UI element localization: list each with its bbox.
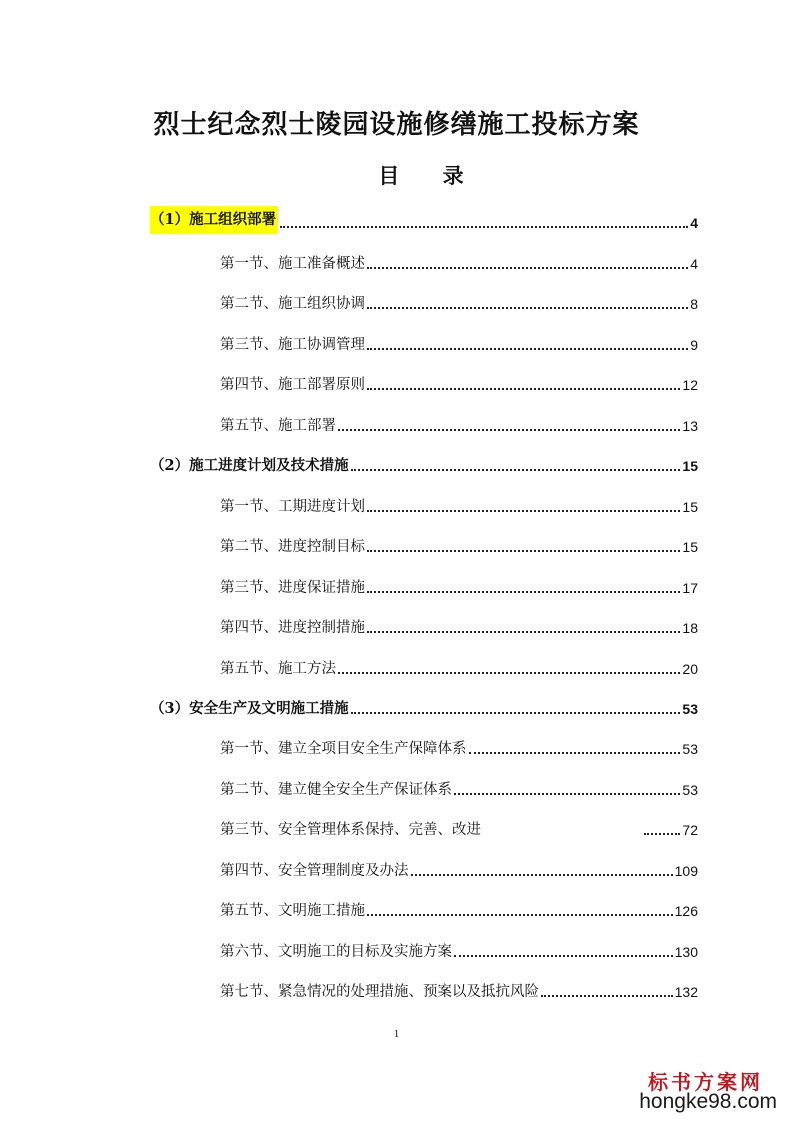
- toc-entry-page: 8: [690, 296, 698, 312]
- toc-entry-text: 第四节、施工部署原则: [220, 377, 365, 393]
- toc-entry-page: 4: [690, 215, 698, 231]
- toc-entry[interactable]: [220, 779, 698, 801]
- toc-entry-text: 第三节、进度保证措施: [220, 580, 365, 596]
- toc-entry-text: （2）施工进度计划及技术措施: [150, 457, 349, 474]
- toc-entry[interactable]: [220, 293, 698, 315]
- toc-entry-page: 53: [682, 782, 698, 798]
- leader-dots: [367, 307, 688, 309]
- toc-entry-text: 第一节、工期进度计划: [220, 499, 365, 515]
- toc-entry[interactable]: [220, 496, 698, 518]
- toc-entry-page: 53: [682, 741, 698, 757]
- toc-entry-text: 第五节、施工部署: [220, 418, 336, 434]
- document-title: 烈士纪念烈士陵园设施修缮施工投标方案: [153, 110, 640, 140]
- toc-entry-page: 126: [674, 903, 698, 919]
- toc-entry-text: 第一节、施工准备概述: [220, 256, 365, 272]
- toc-entry[interactable]: [220, 577, 698, 599]
- toc-entry[interactable]: [220, 738, 698, 760]
- toc-entry-text: 第三节、施工协调管理: [220, 337, 365, 353]
- leader-dots: [367, 591, 680, 593]
- leader-dots: [644, 833, 680, 835]
- toc-entry-page: 72: [682, 822, 698, 838]
- toc-entry-text: 第六节、文明施工的目标及实施方案: [220, 944, 452, 960]
- toc-entry-text: 第一节、建立全项目安全生产保障体系: [220, 741, 467, 757]
- leader-dots: [454, 955, 673, 957]
- toc-entry-page: 4: [690, 256, 698, 272]
- toc-entry-page: 12: [682, 377, 698, 393]
- watermark-domain: hongke98.com: [639, 1090, 777, 1113]
- toc-entry-page: 13: [682, 418, 698, 434]
- toc-entry-text: 第三节、安全管理体系保持、完善、改进: [220, 822, 481, 838]
- leader-dots: [367, 348, 688, 350]
- toc-entry-page: 18: [682, 620, 698, 636]
- leader-dots: [469, 752, 681, 754]
- leader-dots: [280, 226, 688, 228]
- toc-entry-text: （3）安全生产及文明施工措施: [150, 700, 349, 717]
- toc-entry[interactable]: [220, 819, 698, 841]
- toc-entry-page: 15: [682, 539, 698, 555]
- toc-entry[interactable]: [220, 981, 698, 1003]
- toc-entry-text: 第七节、紧急情况的处理措施、预案以及抵抗风险: [220, 984, 539, 1000]
- leader-dots: [367, 631, 680, 633]
- leader-dots: [351, 469, 681, 471]
- toc-entry-page: 130: [674, 944, 698, 960]
- leader-dots: [367, 550, 680, 552]
- toc-entry-text: 第二节、建立健全安全生产保证体系: [220, 782, 452, 798]
- toc-entry-page: 17: [682, 580, 698, 596]
- toc-entry[interactable]: [220, 617, 698, 639]
- leader-dots: [351, 712, 681, 714]
- leader-dots: [367, 510, 680, 512]
- toc-entry-text: 第四节、进度控制措施: [220, 620, 365, 636]
- toc-heading: 目 录: [378, 163, 482, 188]
- watermark-chinese: 标书方案网: [648, 1070, 763, 1094]
- toc-entry[interactable]: [220, 415, 698, 437]
- toc-entry-text: 第四节、安全管理制度及办法: [220, 863, 409, 879]
- leader-dots: [338, 429, 680, 431]
- leader-dots: [541, 995, 673, 997]
- toc-entry-text: 第二节、施工组织协调: [220, 296, 365, 312]
- leader-dots: [367, 388, 680, 390]
- toc-entry[interactable]: [220, 253, 698, 275]
- toc-entry[interactable]: [220, 374, 698, 396]
- leader-dots: [454, 793, 680, 795]
- toc-entry[interactable]: [150, 698, 698, 720]
- toc-entry-text: 第五节、施工方法: [220, 661, 336, 677]
- page-number: 1: [393, 1028, 400, 1040]
- toc-entry[interactable]: [220, 941, 698, 963]
- toc-entry-text: 第二节、进度控制目标: [220, 539, 365, 555]
- toc-entry[interactable]: [220, 900, 698, 922]
- toc-entry[interactable]: [220, 860, 698, 882]
- toc-entry-text: 第五节、文明施工措施: [220, 903, 365, 919]
- leader-dots: [338, 672, 680, 674]
- toc-entry[interactable]: [220, 536, 698, 558]
- toc-entry-text: （1）施工组织部署: [150, 206, 278, 234]
- leader-dots: [411, 874, 673, 876]
- toc-entry[interactable]: [150, 212, 698, 234]
- toc-entry[interactable]: [220, 658, 698, 680]
- toc-entry[interactable]: [220, 334, 698, 356]
- toc-entry-page: 9: [690, 337, 698, 353]
- leader-dots: [367, 914, 673, 916]
- leader-dots: [367, 267, 688, 269]
- toc-entry-page: 15: [682, 458, 698, 474]
- toc-entry-page: 53: [682, 701, 698, 717]
- toc-entry-page: 15: [682, 499, 698, 515]
- toc-entry-page: 20: [682, 661, 698, 677]
- toc-entry[interactable]: [150, 455, 698, 477]
- toc-entry-page: 132: [674, 984, 698, 1000]
- toc-entry-page: 109: [674, 863, 698, 879]
